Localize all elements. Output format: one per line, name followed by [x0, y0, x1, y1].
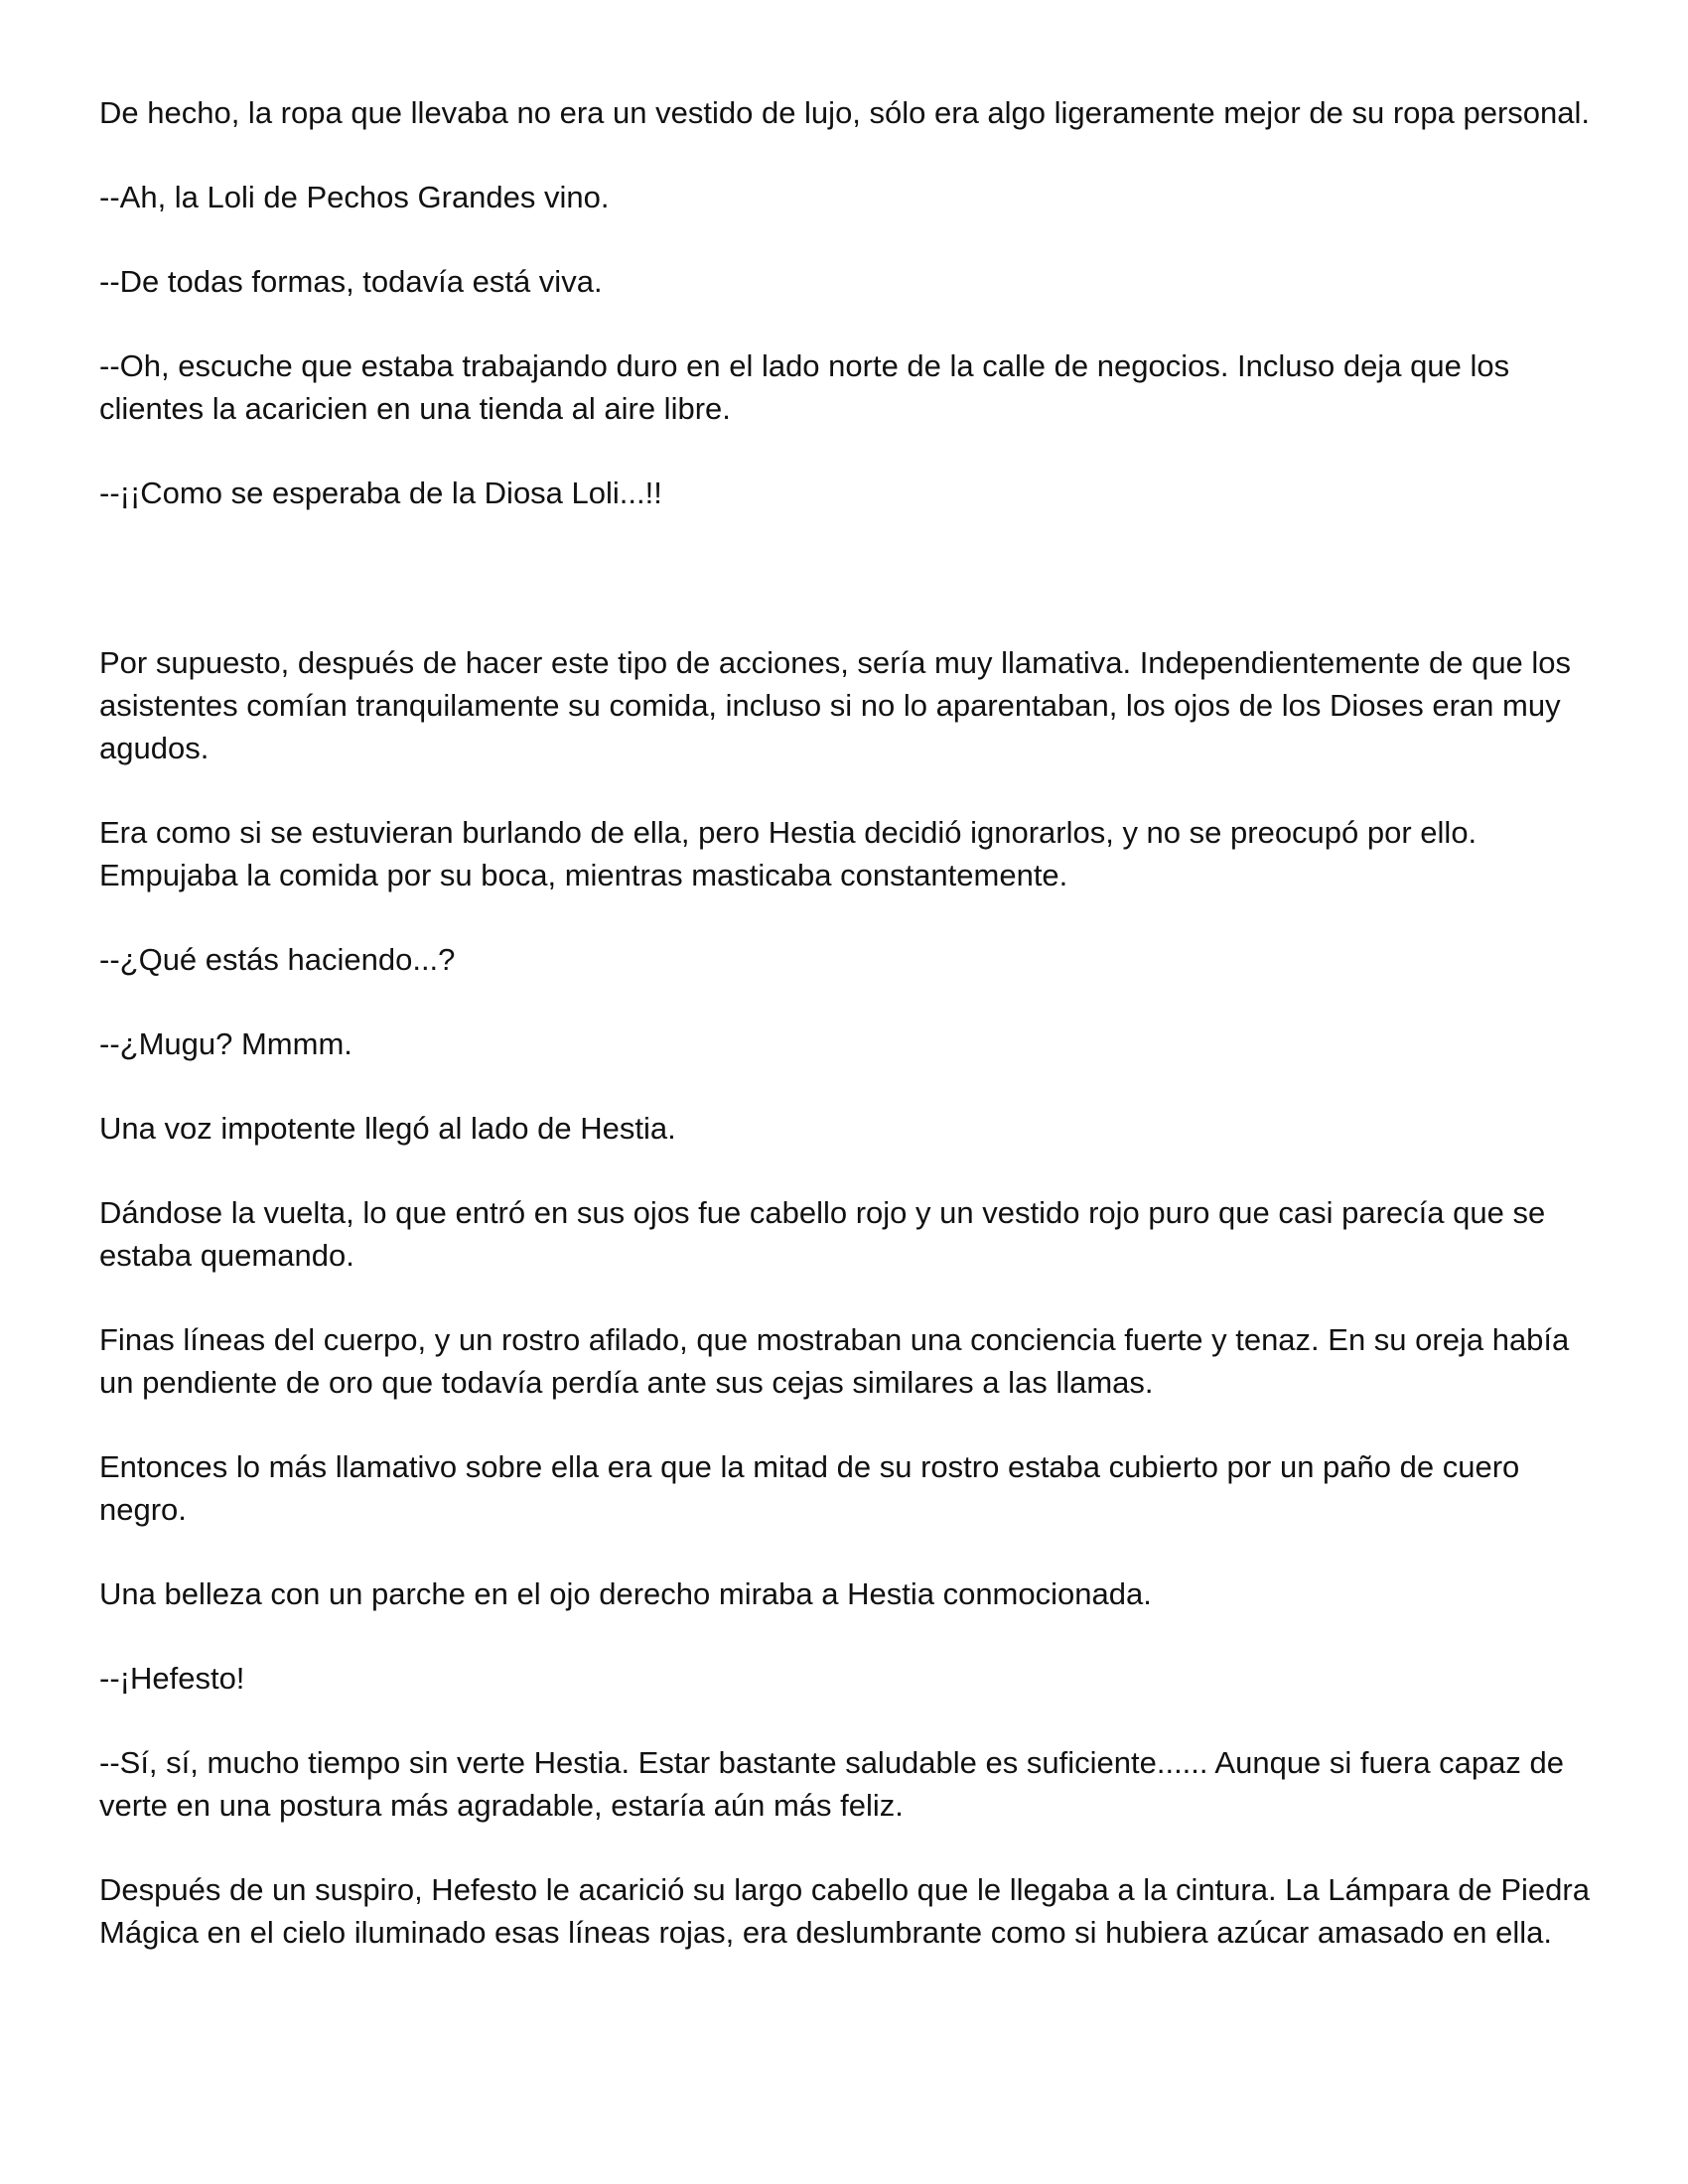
paragraph: Dándose la vuelta, lo que entró en sus ojos fue cabello rojo y un vestido rojo puro que casi parecía que se estaba quemando. [99, 1195, 1546, 1273]
paragraph: Era como si se estuvieran burlando de ella, pero Hestia decidió ignorarlos, y no se preocupó por ello. Empujaba la comida por su boca, mientras masticaba constantemente. [99, 815, 1477, 892]
dialogue-line: --Ah, la Loli de Pechos Grandes vino. [99, 180, 610, 214]
dialogue-line: --Oh, escuche que estaba trabajando duro en el lado norte de la calle de negocios. Incluso deja que los clientes la acaricien en una tienda al aire libre. [99, 348, 1510, 426]
dialogue-line: --¿Qué estás haciendo...? [99, 942, 456, 977]
paragraph: Por supuesto, después de hacer este tipo de acciones, sería muy llamativa. Independientemente de que los asistentes comían tranquilamente su comida, incluso si no lo aparentaban, los ojos de los Dioses eran muy agudos. [99, 645, 1572, 765]
paragraph: Una belleza con un parche en el ojo derecho miraba a Hestia conmocionada. [99, 1576, 1152, 1611]
paragraph: De hecho, la ropa que llevaba no era un vestido de lujo, sólo era algo ligeramente mejor de su ropa personal. [99, 95, 1591, 130]
dialogue-line: --¡Hefesto! [99, 1661, 245, 1696]
dialogue-line: --Sí, sí, mucho tiempo sin verte Hestia. Estar bastante saludable es suficiente...... Aunque si fuera capaz de verte en una postura más agradable, estaría aún más feliz. [99, 1745, 1564, 1823]
dialogue-line: --¡¡Como se esperaba de la Diosa Loli...!! [99, 476, 662, 510]
paragraph: Después de un suspiro, Hefesto le acarició su largo cabello que le llegaba a la cintura. La Lámpara de Piedra Mágica en el cielo iluminado esas líneas rojas, era deslumbrante como si hubiera azúcar amasado en ella. [99, 1872, 1590, 1950]
dialogue-line: --De todas formas, todavía está viva. [99, 264, 603, 299]
dialogue-line: --¿Mugu? Mmmm. [99, 1026, 352, 1061]
paragraph: Finas líneas del cuerpo, y un rostro afilado, que mostraban una conciencia fuerte y tenaz. En su oreja había un pendiente de oro que todavía perdía ante sus cejas similares a las llamas. [99, 1322, 1570, 1400]
document-page [99, 91, 1609, 1995]
paragraph: Entonces lo más llamativo sobre ella era que la mitad de su rostro estaba cubierto por un paño de cuero negro. [99, 1449, 1520, 1527]
paragraph: Una voz impotente llegó al lado de Hestia. [99, 1111, 676, 1146]
